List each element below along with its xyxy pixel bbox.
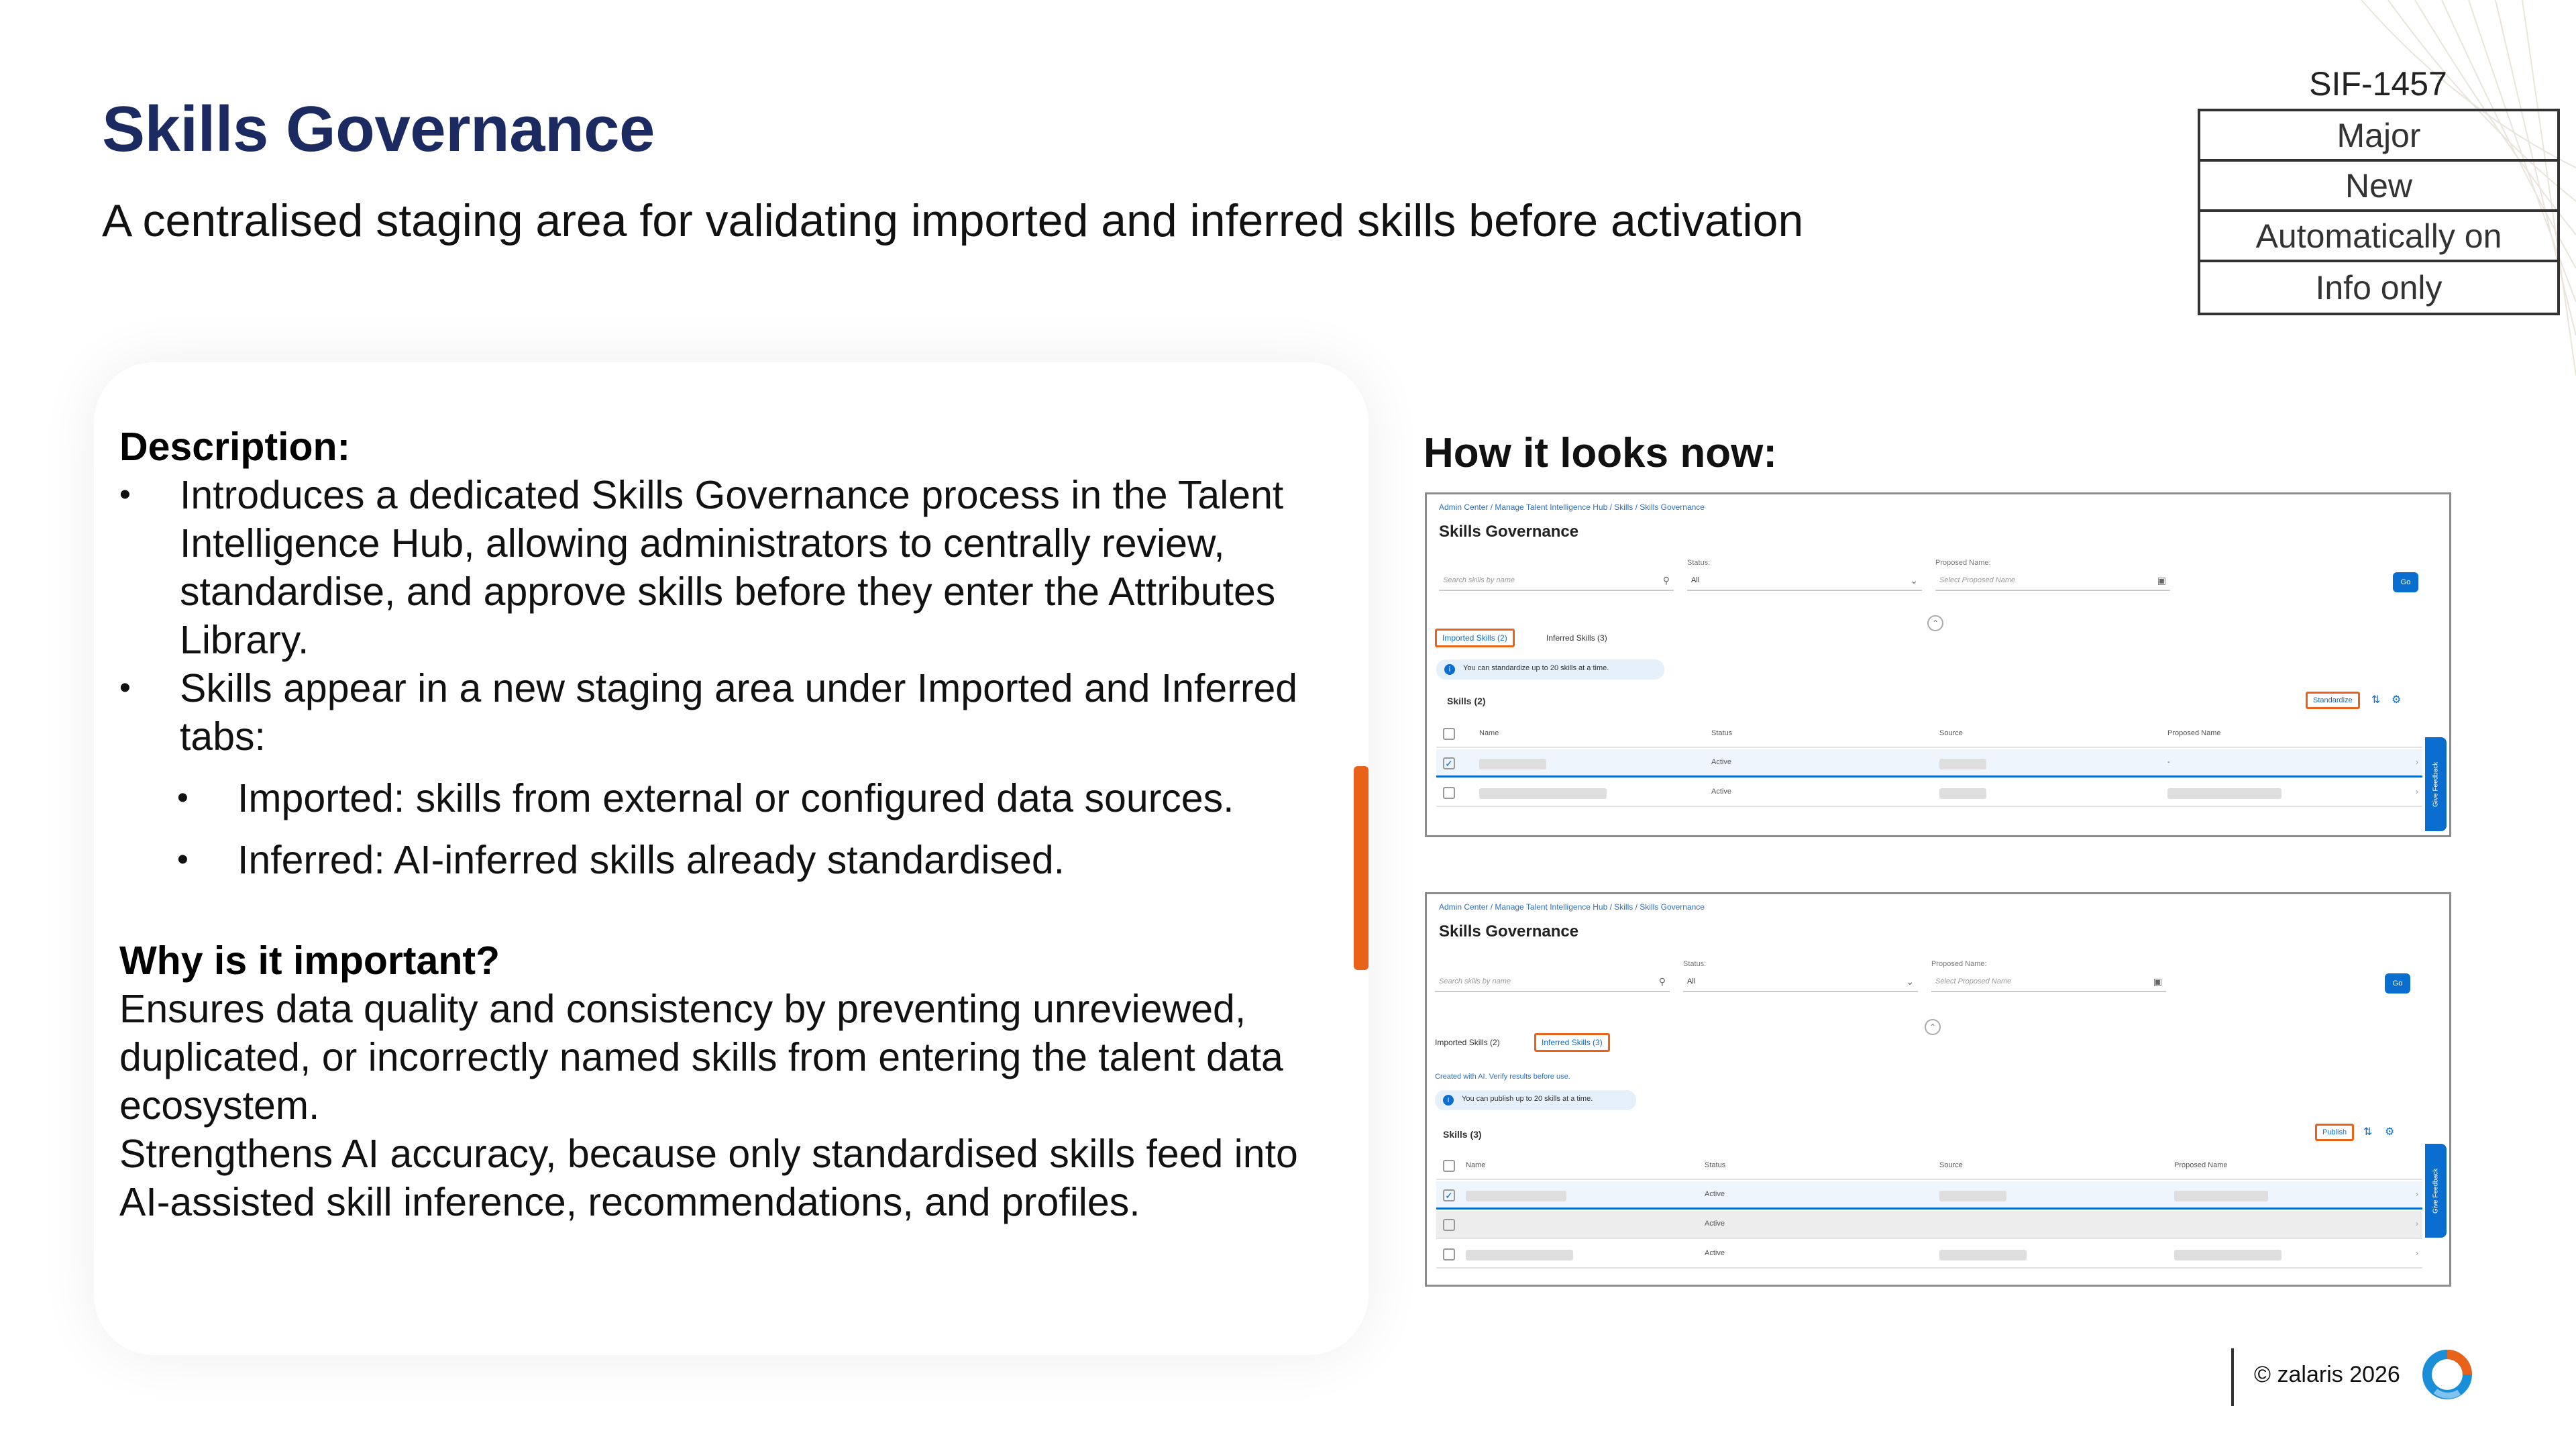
publish-button[interactable]: Publish [2315,1124,2354,1141]
search-icon: ⚲ [1662,575,1670,586]
chevron-right-icon: › [2416,1248,2418,1258]
importance-paragraph: Strengthens AI accuracy, because only standardised skills feed into AI-assisted skill inference, recommendations, and profiles. [119,1132,1298,1224]
activation-mode: Automatically on [2200,212,2557,262]
row-status: Active [1711,758,1731,766]
info-message: i You can standardize up to 20 skills at a time. [1436,659,1664,680]
table-title: Skills (2) [1447,696,1486,706]
feature-type: New [2200,162,2557,212]
column-name: Name [1479,729,1499,737]
settings-icon[interactable]: ⚙ [2392,694,2402,706]
sort-icon[interactable]: ⇅ [2371,694,2381,706]
page-subtitle: A centralised staging area for validating imported and inferred skills before activation [102,195,1804,246]
ai-disclaimer: Created with AI. Verify results before use. [1435,1073,1570,1081]
screenshot-imported-skills [1425,492,2451,837]
row-status: Active [1705,1220,1725,1228]
chevron-down-icon: ⌄ [1910,575,1918,586]
table-title: Skills (3) [1443,1129,1482,1140]
checkbox-icon[interactable] [1443,1160,1455,1172]
info-icon: i [1443,1095,1454,1106]
table-row[interactable] [1436,1240,2422,1269]
redacted-source [1939,788,1986,799]
row-status: Active [1705,1190,1725,1198]
tab-inferred-skills[interactable]: Inferred Skills (3) [1546,633,1607,643]
go-button[interactable]: Go [2385,973,2410,994]
checkbox-icon[interactable] [1443,787,1455,799]
column-status: Status [1705,1161,1726,1169]
screenshot-inferred-skills [1425,892,2451,1287]
column-proposed-name: Proposed Name [2167,729,2221,737]
settings-icon[interactable]: ⚙ [2385,1126,2395,1138]
column-status: Status [1711,729,1733,737]
status-select[interactable]: All ⌄ [1683,972,1918,992]
proposed-name-label: Proposed Name: [1931,960,1987,968]
status-label: Status: [1687,559,1711,567]
column-name: Name [1466,1161,1486,1169]
sort-icon[interactable]: ⇅ [2363,1126,2373,1138]
preview-heading: How it looks now: [1424,430,1777,476]
copyright-text: © zalaris 2026 [2254,1362,2400,1387]
impact-level: Major [2200,111,2557,162]
table-row[interactable] [1436,1211,2422,1239]
proposed-name-input[interactable]: Select Proposed Name ▣ [1931,972,2166,992]
table-row[interactable] [1436,779,2422,807]
value-help-icon: ▣ [2153,976,2162,987]
row-proposed-name: - [2167,758,2170,766]
give-feedback-button[interactable]: Give Feedback [2425,737,2447,831]
screen-title: Skills Governance [1439,523,1579,541]
table-header-row [1436,720,2422,748]
page-title: Skills Governance [102,93,655,165]
tab-inferred-skills[interactable]: Inferred Skills (3) [1534,1033,1610,1052]
description-sub-bullet: • Imported: skills from external or configured data sources. [119,774,1300,822]
checkbox-icon[interactable] [1443,1219,1455,1231]
description-sub-bullet: • Inferred: AI-inferred skills already standardised. [119,836,1300,884]
importance-paragraph: Ensures data quality and consistency by preventing unreviewed, duplicated, or incorrectly named skills from entering the talent data ecosystem. [119,987,1283,1128]
description-bullet: • Introduces a dedicated Skills Governance process in the Talent Intelligence Hub, allowing administrators to centrally review, standardise, and approve skills before they enter the Attributes Library. [119,471,1300,664]
description-heading: Description: [119,425,351,469]
footer-divider [2231,1348,2234,1406]
column-source: Source [1939,1161,1963,1169]
column-proposed-name: Proposed Name [2174,1161,2228,1169]
row-status: Active [1705,1249,1725,1257]
action-required: Info only [2315,268,2443,307]
search-input[interactable]: Search skills by name ⚲ [1439,571,1674,591]
feature-classification-table [2198,109,2560,315]
chevron-right-icon: › [2416,787,2418,796]
table-row[interactable] [1436,1181,2422,1210]
importance-heading: Why is it important? [119,938,500,983]
go-button[interactable]: Go [2393,572,2418,592]
feature-code: SIF-1457 [2309,65,2447,103]
checkbox-icon[interactable] [1443,1248,1455,1260]
value-help-icon: ▣ [2157,575,2166,586]
info-message: i You can publish up to 20 skills at a time. [1435,1090,1636,1110]
breadcrumb[interactable]: Admin Center / Manage Talent Intelligence Hub / Skills / Skills Governance [1439,502,1705,512]
accent-bar [1354,766,1368,970]
status-label: Status: [1683,960,1707,968]
row-status: Active [1711,788,1731,796]
table-header-row [1436,1152,2422,1180]
chevron-right-icon: › [2416,757,2418,767]
search-icon: ⚲ [1658,976,1666,987]
standardize-button[interactable]: Standardize [2306,692,2360,709]
checkbox-icon[interactable]: ✓ [1443,1189,1455,1201]
redacted-source [1939,1250,2027,1260]
give-feedback-button[interactable]: Give Feedback [2425,1144,2447,1238]
zalaris-logo [2418,1345,2477,1404]
redacted-proposed-name [2174,1191,2268,1201]
redacted-source [1939,1191,2006,1201]
table-row[interactable] [1436,749,2422,777]
chevron-right-icon: › [2416,1189,2418,1199]
collapse-icon[interactable]: ⌃ [1925,1019,1941,1035]
proposed-name-input[interactable]: Select Proposed Name ▣ [1935,571,2170,591]
checkbox-icon[interactable] [1443,728,1455,740]
redacted-name [1466,1250,1573,1260]
chevron-right-icon: › [2416,1219,2418,1228]
chevron-down-icon: ⌄ [1906,976,1914,987]
redacted-proposed-name [2167,788,2282,799]
collapse-icon[interactable]: ⌃ [1927,615,1943,631]
breadcrumb[interactable]: Admin Center / Manage Talent Intelligence Hub / Skills / Skills Governance [1439,902,1705,912]
redacted-source [1939,759,1986,769]
proposed-name-label: Proposed Name: [1935,559,1991,567]
redacted-name [1479,759,1546,769]
info-icon: i [1444,664,1455,675]
checkbox-icon[interactable]: ✓ [1443,757,1455,769]
redacted-name [1466,1191,1566,1201]
tab-imported-skills[interactable]: Imported Skills (2) [1435,629,1515,647]
description-bullet: • Skills appear in a new staging area under Imported and Inferred tabs: [119,664,1300,761]
search-input[interactable]: Search skills by name ⚲ [1435,972,1670,992]
column-source: Source [1939,729,1963,737]
tab-imported-skills[interactable]: Imported Skills (2) [1435,1038,1500,1047]
status-select[interactable]: All ⌄ [1687,571,1922,591]
redacted-proposed-name [2174,1250,2282,1260]
redacted-name [1479,788,1607,799]
description-section [119,423,1300,1226]
screen-title: Skills Governance [1439,922,1579,941]
